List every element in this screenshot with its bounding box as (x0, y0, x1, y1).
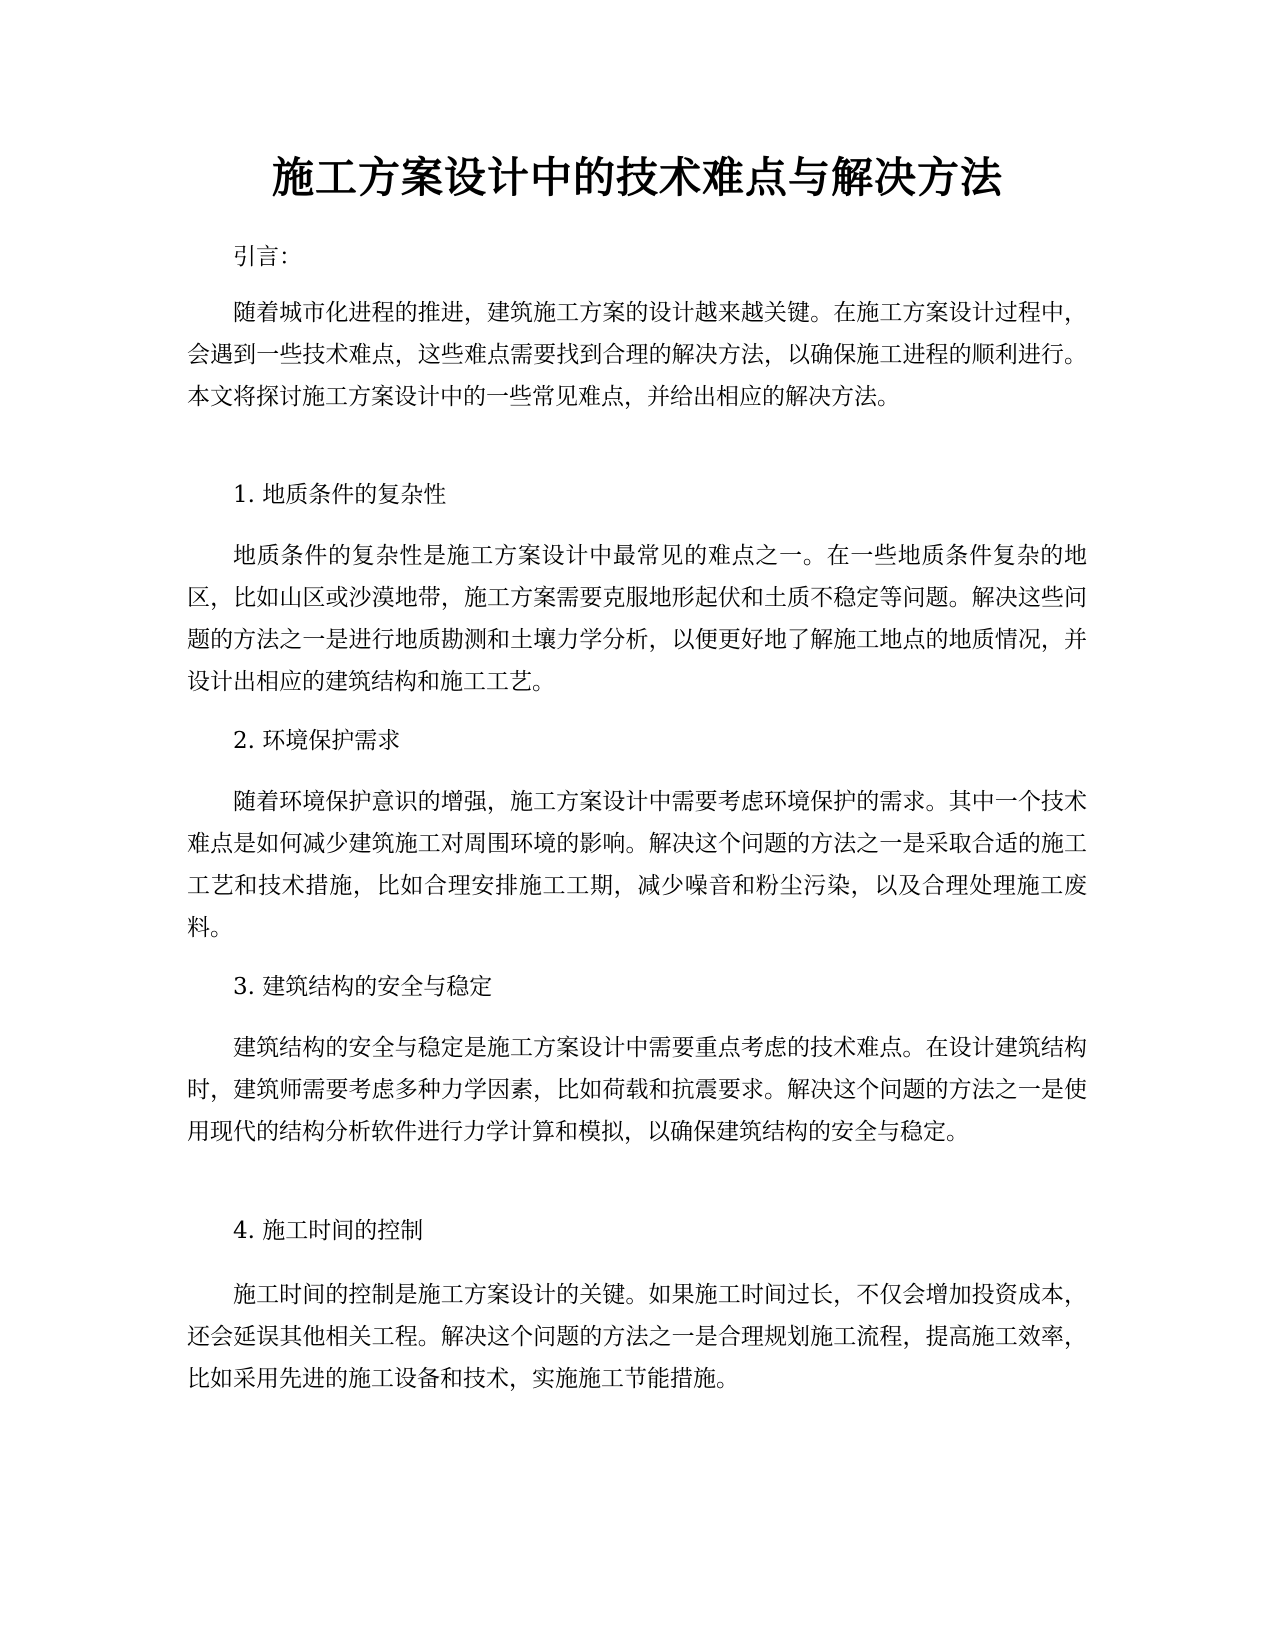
section-paragraph-1: 地质条件的复杂性是施工方案设计中最常见的难点之一。在一些地质条件复杂的地区，比如山区或沙漠地带，施工方案需要克服地形起伏和土质不稳定等问题。解决这些问题的方法之一是进行地质勘测和土壤力学分析，以便更好地了解施工地点的地质情况，并设计出相应的建筑结构和施工工艺。 (187, 543, 1087, 695)
section-heading-2: 2. 环境保护需求 (233, 728, 401, 754)
intro-paragraph: 随着城市化进程的推进，建筑施工方案的设计越来越关键。在施工方案设计过程中，会遇到一些技术难点，这些难点需要找到合理的解决方法，以确保施工进程的顺利进行。本文将探讨施工方案设计中的一些常见难点，并给出相应的解决方法。 (187, 300, 1087, 410)
page-title: 施工方案设计中的技术难点与解决方法 (271, 153, 1003, 202)
section-paragraph-2: 随着环境保护意识的增强，施工方案设计中需要考虑环境保护的需求。其中一个技术难点是如何减少建筑施工对周围环境的影响。解决这个问题的方法之一是采取合适的施工工艺和技术措施，比如合理安排施工工期，减少噪音和粉尘污染，以及合理处理施工废料。 (187, 789, 1087, 941)
section-paragraph-3: 建筑结构的安全与稳定是施工方案设计中需要重点考虑的技术难点。在设计建筑结构时，建筑师需要考虑多种力学因素，比如荷载和抗震要求。解决这个问题的方法之一是使用现代的结构分析软件进行力学计算和模拟，以确保建筑结构的安全与稳定。 (187, 1035, 1087, 1145)
section-heading-4: 4. 施工时间的控制 (233, 1218, 424, 1244)
intro-label: 引言： (233, 244, 302, 270)
section-heading-1: 1. 地质条件的复杂性 (233, 482, 447, 508)
section-paragraph-4: 施工时间的控制是施工方案设计的关键。如果施工时间过长，不仅会增加投资成本，还会延误其他相关工程。解决这个问题的方法之一是合理规划施工流程，提高施工效率，比如采用先进的施工设备和技术，实施施工节能措施。 (187, 1282, 1087, 1392)
section-heading-3: 3. 建筑结构的安全与稳定 (233, 974, 493, 1000)
